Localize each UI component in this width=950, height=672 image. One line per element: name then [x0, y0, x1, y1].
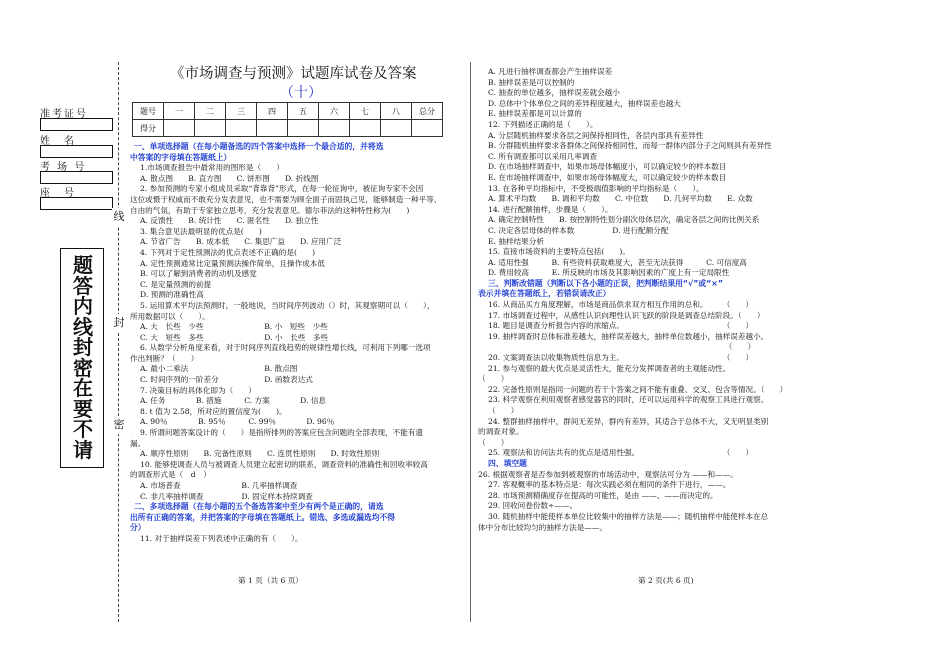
question-line: 11. 对于抽样误差下列表述中正确的有（ ）。	[140, 533, 303, 543]
score-header-cell: 四	[257, 103, 288, 120]
question-line: A. 大 长些 少些 B. 小 短些 少些	[140, 322, 328, 332]
question-line: A. 算术平均数 B. 调和平均数 C. 中位数 D. 几何平均数 E. 众数	[488, 194, 753, 204]
question-line: 26. 根据观察者是否参加到被观察的市场活动中，观察法可分为 ——和——。	[478, 469, 738, 479]
question-line: 漏。	[130, 438, 146, 448]
question-line: 14. 进行配额抽样，步骤是（ ）。	[488, 204, 613, 214]
page-footer-left: 第 1 页（共 6 页）	[238, 576, 303, 585]
question-line: 23. 科学观察在利用观察者感觉器官的同时，还可以运用科学的观察工具进行观察。	[488, 395, 769, 405]
question-line: 25. 观察法和访问法共有的优点是适用性强。 （ ）	[488, 448, 754, 458]
score-cell[interactable]: 得分	[133, 120, 164, 137]
question-line: D. 在市场抽样调查中，如果市场母体幅度小，可以确定较少的样本数目	[488, 162, 727, 172]
score-value-row	[133, 120, 443, 137]
question-line: A. 市场普查 B. 几率抽样调查	[140, 481, 298, 490]
score-cell[interactable]	[257, 120, 288, 137]
question-line: 5. 运用算术平均法预测时，一般地说，当时间序列波动（）时，其观察期可以（ ），	[140, 300, 435, 310]
page-1	[130, 60, 468, 660]
score-header-cell: 七	[350, 103, 381, 120]
question-line: 10. 能够使调查人员与被调查人员建立起密切的联系，调查资料的准确性和回收率较高	[140, 459, 428, 469]
question-line: C. 是定量预测的前提	[140, 279, 212, 289]
question-line: A. 散点图 B. 直方图 C. 饼形图 D. 折线图	[140, 173, 319, 183]
question-line: E. 抽样误差都是可以计算的	[488, 109, 582, 119]
section-heading: 一、单项选择题（在每小题备选的四个答案中选择一个最合适的，并将选	[134, 142, 384, 151]
question-line: 7. 决策目标的具体化即为（ ）	[140, 385, 256, 395]
score-header-cell: 六	[319, 103, 350, 120]
section-heading: 表示并填在答题纸上，若错误请改正）	[478, 289, 611, 299]
score-cell[interactable]	[350, 120, 381, 137]
question-line: 作出判断？（ ）	[130, 353, 199, 363]
question-line: A. 反馈性 B. 统计性 C. 匿名性 D. 独立性	[140, 216, 319, 226]
question-line: A. 适用性强 B. 有些资料获取难度大，甚至无法获得 C. 可信度高	[488, 257, 747, 267]
seal-word-seal: 封	[112, 314, 126, 332]
question-line: D. 预测的准确性高	[140, 290, 204, 300]
question-line: D. 费用较高 E. 所反映的市场及其影响因素的广度上有一定局限性	[488, 268, 730, 278]
question-line: 17. 市场调查过程中，从感性认识向理性认识飞跃的阶段是调查总结阶段。（ ）	[488, 310, 765, 320]
question-line: 2. 参加预测的专家小组成员采取“背靠背”形式，在每一轮征询中，被征询专家不会因	[140, 184, 424, 194]
question-line: 28. 市场预测精确度存在提高的可能性，是由 ——、——而决定的。	[488, 490, 718, 500]
question-line: （ ）	[478, 374, 509, 384]
question-line: 27. 客观概率的基本特点是：每次实践必须在相同的条件下进行，——。	[488, 480, 731, 490]
section-heading: 中答案的字母填在答题纸上）	[130, 152, 232, 162]
question-line: 9. 所谓问题答案设计的（ ）是指所排列的答案应包含问题的全部表现，不能有遗	[140, 428, 424, 438]
score-header-cell: 二	[195, 103, 226, 120]
question-line: C. 抽查的单位越多，抽样误差就会越小	[488, 88, 620, 98]
seal-word-line: 线	[112, 208, 126, 226]
question-line: 12. 下列描述正确的是（ ）。	[488, 119, 598, 129]
column-divider	[470, 62, 471, 622]
binding-margin	[0, 0, 140, 672]
question-line: 29. 回收问卷份数÷——。	[488, 501, 578, 511]
question-line: A. 最小二乘法 B. 散点图	[140, 364, 298, 374]
question-line: 自由的气氛，有助于专家独立思考，充分发表意见。德尔菲法的这种特性称为( )	[130, 205, 410, 215]
warning-box	[60, 248, 104, 468]
right-question-list	[478, 67, 808, 533]
question-line: （ ）	[478, 437, 509, 447]
question-line: 24. 整群抽样抽样中，群间无差异，群内有差异，其适合于总体不大，又无明显类别	[488, 416, 769, 426]
score-cell[interactable]	[164, 120, 195, 137]
question-line: 16. 从商品买方角度理解，市场是商品供求双方相互作用的总和。 （ ）	[488, 300, 754, 310]
question-line: B. 可以了解到消费者的动机及感觉	[140, 269, 257, 279]
section-heading: 出所有正确的答案，并把答案的字母填在答题纸上。错选、多选或漏选均不得	[130, 512, 396, 522]
warning-text: 题答内线封密在要不请	[73, 253, 93, 462]
question-line: C. 决定各层母体的样本数 D. 进行配额分配	[488, 225, 669, 235]
question-line: 8. t 值为 2.58，所对应的置信度为( )。	[140, 406, 287, 416]
question-line: C. 所有调查都可以采用几率调查	[488, 151, 598, 161]
question-line: E. 抽样结果分析	[488, 236, 544, 246]
page-subtitle: （十）	[280, 85, 322, 101]
question-line: A. 90％ B. 95％ C. 99％ D. 96％	[140, 417, 335, 427]
question-line: 的调查对象。	[478, 427, 524, 437]
score-header-cell: 八	[381, 103, 412, 120]
question-line: B. 抽样误差是可以控制的	[488, 77, 575, 87]
question-line: C. 大 短些 多些 D. 小 长些 多些	[140, 332, 329, 342]
question-line: 19. 抽样调查时总体标准差越大，抽样误差越大，抽样单位数越小，抽样误差越小。	[488, 331, 769, 341]
section-heading: 二、多项选择题（在每小题的五个备选答案中至少有两个是正确的，请选	[134, 502, 384, 512]
score-header-cell: 一	[164, 103, 195, 120]
question-line: A. 顺序性原则 B. 完备性原则 C. 连贯性原则 D. 时效性原则	[140, 449, 380, 459]
question-line: A. 凡进行抽样调查都会产生抽样误差	[488, 67, 613, 76]
question-line: A. 任务 B. 措施 C. 方案 D. 信息	[140, 396, 327, 406]
question-line: 13. 在各种平均指标中，不受极端值影响的平均指标是（ ）。	[488, 183, 704, 193]
exam-number-box[interactable]	[40, 118, 113, 131]
question-line: 22. 完备性原则是指同一问题的若干个答案之间不能有重叠、交叉、包含等情况。（ ）	[488, 384, 788, 394]
question-line: 体中分布比较均匀的抽样方法是——。	[478, 522, 608, 532]
question-line: 所用数据可以（ ）。	[130, 311, 210, 321]
question-line: 18. 题目是调查分析报告内容的浓缩点。 （ ）	[488, 321, 754, 331]
score-cell[interactable]	[195, 120, 226, 137]
seal-word-secret: 密	[112, 416, 126, 434]
section-heading: 分）	[130, 523, 146, 533]
left-question-list	[130, 142, 468, 545]
question-line: A. 节省广告 B. 成本低 C. 集思广益 D. 应用广泛	[140, 237, 342, 247]
question-line: A. 确定控制特性 B. 按控制特性划分副次母体层次，确定各层之间的比例关系	[488, 215, 760, 225]
question-line: （ ）	[478, 342, 756, 352]
score-header-row	[133, 103, 443, 120]
score-cell[interactable]	[412, 120, 443, 137]
question-line: A. 定性预测通常比定量预测法操作简单，且操作成本低	[140, 258, 325, 268]
question-line: 1.市场调查报告中最常用的图形是（ ）	[140, 163, 284, 173]
exam-room-label: 考 场 号	[40, 162, 87, 173]
question-line: （ ）	[488, 406, 519, 415]
score-cell[interactable]	[319, 120, 350, 137]
question-line: 的调查形式是（ d ）	[130, 470, 211, 480]
question-line: B. 分群随机抽样要求各群体之间保持相同性，而每一群体内部分子之间则具有差异性	[488, 141, 772, 151]
question-line: C. 非几率抽样调查 D. 固定样本持续调查	[140, 491, 313, 501]
question-line: C. 时间序列的一阶差分 D. 函数表达式	[140, 375, 313, 385]
score-header-cell: 题号	[133, 103, 164, 120]
score-table	[132, 102, 443, 137]
seat-label: 座 号	[40, 188, 76, 199]
score-header-cell: 总分	[412, 103, 443, 120]
page-footer-right: 第 2 页(共 6 页)	[638, 576, 694, 585]
page-2	[478, 60, 808, 660]
name-label: 姓 名	[40, 136, 76, 147]
name-box[interactable]	[40, 145, 113, 158]
seat-box[interactable]	[40, 197, 113, 210]
exam-room-box[interactable]	[40, 171, 113, 184]
score-cell[interactable]	[288, 120, 319, 137]
question-line: 30. 随机抽样中能使样本单位比较集中的抽样方法是——；随机抽样中能使样本在总	[488, 511, 769, 521]
question-line: A. 分层随机抽样要求各层之间保持相同性，各层内部具有差异性	[488, 130, 704, 140]
question-line: 4. 下列对于定性预测法的优点表述不正确的是( )	[140, 247, 316, 257]
question-line: E. 在市场抽样调查中，如果市场母体幅度大，可以确定较少的样本数目	[488, 172, 727, 182]
score-cell[interactable]	[381, 120, 412, 137]
question-line: 21. 参与观察的最大优点是灵活性大，能充分发挥调查者的主观能动性。	[488, 363, 731, 373]
question-line: 20. 文案调查法以收集物质性信息为主。 （ ）	[488, 353, 754, 363]
section-heading: 三、判断改错题（判断以下各小题的正误，把判断结果用“√”或“×”	[488, 278, 723, 288]
exam-number-label: 准考证号	[40, 109, 88, 120]
question-line: 这位或慑于权威而不敢充分发表意见，也不需要为顾全面子而固执己见，能够制造一种平等、	[130, 194, 442, 204]
score-cell[interactable]	[226, 120, 257, 137]
score-header-cell: 五	[288, 103, 319, 120]
question-line: 3. 集合意见法最明显的优点是( )	[140, 226, 262, 236]
question-line: 6. 从数学分析角度来看，对于时间序列直线趋势的规律性增长线，可利用下列哪一选项	[140, 343, 431, 353]
score-header-cell: 三	[226, 103, 257, 120]
seal-line	[118, 62, 119, 622]
question-line: D. 总体中个体单位之间的差异程度越大，抽样误差也越大	[488, 98, 681, 108]
question-line: 15. 直接市场资料的主要特点包括( )。	[488, 247, 630, 257]
page-title: 《市场调查与预测》试题库试卷及答案	[170, 66, 417, 82]
section-heading: 四、填空题	[488, 458, 527, 468]
